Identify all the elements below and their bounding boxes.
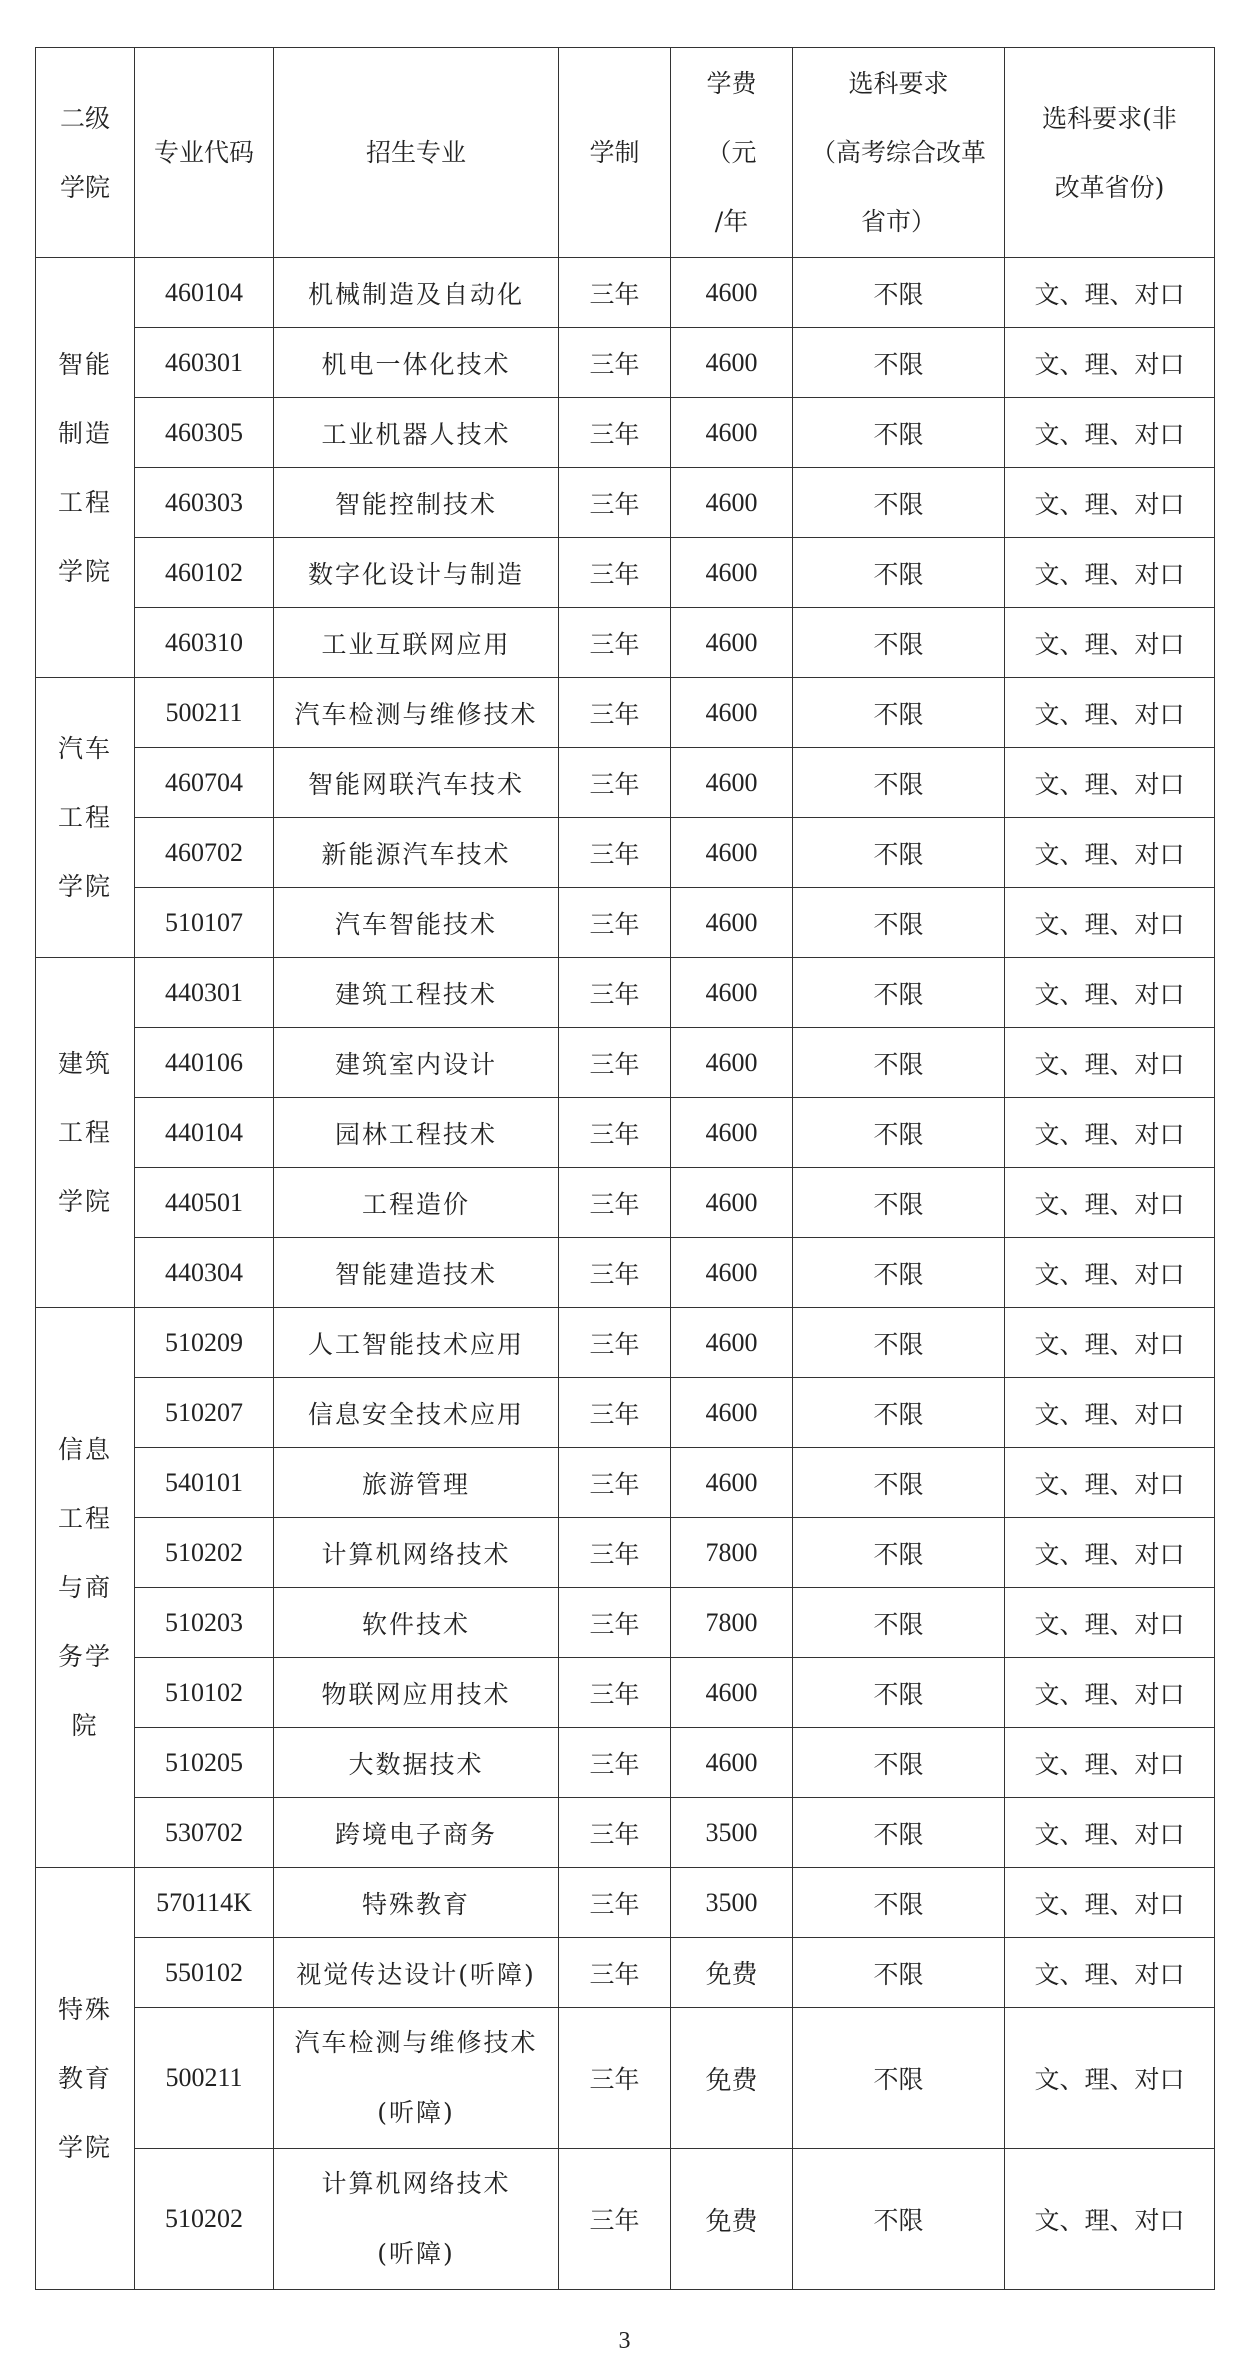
duration-cell: 三年 <box>559 328 671 398</box>
table-row <box>36 1518 1215 1588</box>
cell-text-line: 学费 <box>706 69 757 98</box>
subject-req-reform-cell: 不限 <box>793 608 1005 678</box>
major-code-cell: 540101 <box>135 1448 274 1518</box>
major-name-cell: 智能建造技术 <box>274 1238 559 1308</box>
major-code-cell: 510207 <box>135 1378 274 1448</box>
subject-req-reform-cell: 不限 <box>793 818 1005 888</box>
cell-text-line: 智能 <box>57 349 112 379</box>
subject-req-nonreform-cell: 文、理、对口 <box>1005 1868 1215 1938</box>
duration-cell: 三年 <box>559 1728 671 1798</box>
subject-req-nonreform-cell: 文、理、对口 <box>1005 1098 1215 1168</box>
cell-text-line: 与商 <box>57 1573 112 1602</box>
subject-req-reform-cell: 不限 <box>793 398 1005 468</box>
cell-text-line: (听障) <box>377 2098 455 2127</box>
major-name-cell: 机械制造及自动化 <box>274 258 559 328</box>
major-name-cell: 工程造价 <box>274 1168 559 1238</box>
table-row <box>36 258 1215 328</box>
cell-text-line: 学院 <box>57 2133 112 2162</box>
major-name-cell: 旅游管理 <box>274 1448 559 1518</box>
subject-req-nonreform-cell: 文、理、对口 <box>1005 398 1215 468</box>
cell-text-line: 汽车检测与维修技术 <box>294 2028 538 2057</box>
subject-req-reform-cell: 不限 <box>793 888 1005 958</box>
table-row <box>36 608 1215 678</box>
duration-cell: 三年 <box>559 608 671 678</box>
tuition-fee-cell: 4600 <box>671 1378 793 1448</box>
major-name-cell: 人工智能技术应用 <box>274 1308 559 1378</box>
major-name-cell: 软件技术 <box>274 1588 559 1658</box>
table-row <box>36 468 1215 538</box>
subject-req-nonreform-cell: 文、理、对口 <box>1005 328 1215 398</box>
major-name-cell: 大数据技术 <box>274 1728 559 1798</box>
subject-req-reform-cell: 不限 <box>793 748 1005 818</box>
major-code-cell: 570114K <box>135 1868 274 1938</box>
college-cell <box>36 258 135 678</box>
tuition-fee-cell: 4600 <box>671 1308 793 1378</box>
tuition-fee-cell: 免费 <box>671 2008 793 2149</box>
subject-req-nonreform-cell: 文、理、对口 <box>1005 538 1215 608</box>
table-row <box>36 1378 1215 1448</box>
cell-text-line: 学院 <box>57 1187 112 1216</box>
subject-req-reform-cell: 不限 <box>793 1588 1005 1658</box>
subject-req-reform-cell: 不限 <box>793 1868 1005 1938</box>
header-fee <box>671 48 793 258</box>
major-code-cell: 530702 <box>135 1798 274 1868</box>
duration-cell: 三年 <box>559 1308 671 1378</box>
subject-req-nonreform-cell: 文、理、对口 <box>1005 1658 1215 1728</box>
cell-text-line: 省市） <box>860 207 936 236</box>
major-name-cell: 工业互联网应用 <box>274 608 559 678</box>
subject-req-reform-cell: 不限 <box>793 1028 1005 1098</box>
major-code-cell: 460104 <box>135 258 274 328</box>
subject-req-reform-cell: 不限 <box>793 1308 1005 1378</box>
table-row <box>36 1588 1215 1658</box>
duration-cell: 三年 <box>559 748 671 818</box>
cell-text-line: 建筑 <box>57 1049 112 1078</box>
subject-req-nonreform-cell: 文、理、对口 <box>1005 1238 1215 1308</box>
tuition-fee-cell: 7800 <box>671 1588 793 1658</box>
table-row <box>36 1238 1215 1308</box>
subject-req-reform-cell: 不限 <box>793 958 1005 1028</box>
subject-req-nonreform-cell: 文、理、对口 <box>1005 1448 1215 1518</box>
table-row <box>36 1798 1215 1868</box>
header-duration: 学制 <box>559 48 671 258</box>
cell-text-line: 院 <box>71 1711 99 1740</box>
duration-cell: 三年 <box>559 1378 671 1448</box>
major-code-cell: 460305 <box>135 398 274 468</box>
tuition-fee-cell: 4600 <box>671 818 793 888</box>
subject-req-nonreform-cell: 文、理、对口 <box>1005 818 1215 888</box>
cell-text-line: 教育 <box>57 2064 112 2093</box>
cell-text-line: /年 <box>714 207 749 236</box>
major-name-cell: 视觉传达设计(听障) <box>274 1938 559 2008</box>
cell-text-line: 学院 <box>57 556 112 586</box>
duration-cell: 三年 <box>559 258 671 328</box>
duration-cell: 三年 <box>559 1028 671 1098</box>
cell-text-line: 信息 <box>57 1435 112 1464</box>
subject-req-reform-cell: 不限 <box>793 1798 1005 1868</box>
tuition-fee-cell: 4600 <box>671 958 793 1028</box>
tuition-fee-cell: 4600 <box>671 1238 793 1308</box>
duration-cell: 三年 <box>559 468 671 538</box>
major-code-cell: 440106 <box>135 1028 274 1098</box>
subject-req-reform-cell: 不限 <box>793 2008 1005 2149</box>
tuition-fee-cell: 4600 <box>671 1728 793 1798</box>
subject-req-nonreform-cell: 文、理、对口 <box>1005 608 1215 678</box>
subject-req-nonreform-cell: 文、理、对口 <box>1005 1168 1215 1238</box>
major-name-cell: 新能源汽车技术 <box>274 818 559 888</box>
subject-req-reform-cell: 不限 <box>793 1518 1005 1588</box>
major-code-cell: 510209 <box>135 1308 274 1378</box>
subject-req-nonreform-cell: 文、理、对口 <box>1005 1798 1215 1868</box>
table-row <box>36 1168 1215 1238</box>
cell-text-line: 选科要求 <box>848 69 949 98</box>
table-row <box>36 888 1215 958</box>
duration-cell: 三年 <box>559 538 671 608</box>
table-row <box>36 328 1215 398</box>
subject-req-reform-cell: 不限 <box>793 1938 1005 2008</box>
duration-cell: 三年 <box>559 1448 671 1518</box>
major-name-cell: 建筑工程技术 <box>274 958 559 1028</box>
major-name-cell: 汽车检测与维修技术 <box>274 678 559 748</box>
table-row <box>36 1028 1215 1098</box>
table-row <box>36 1098 1215 1168</box>
subject-req-nonreform-cell: 文、理、对口 <box>1005 748 1215 818</box>
subject-req-reform-cell: 不限 <box>793 328 1005 398</box>
cell-text-line: 制造 <box>57 418 112 448</box>
table-row <box>36 1658 1215 1728</box>
subject-req-nonreform-cell: 文、理、对口 <box>1005 888 1215 958</box>
major-code-cell: 460704 <box>135 748 274 818</box>
cell-text-line: 工程 <box>57 803 112 832</box>
header-code <box>135 48 274 258</box>
major-code-cell: 510102 <box>135 1658 274 1728</box>
subject-req-reform-cell: 不限 <box>793 2149 1005 2290</box>
table-row <box>36 2008 1215 2149</box>
subject-req-reform-cell: 不限 <box>793 468 1005 538</box>
subject-req-nonreform-cell: 文、理、对口 <box>1005 1308 1215 1378</box>
table-row <box>36 678 1215 748</box>
tuition-fee-cell: 4600 <box>671 1448 793 1518</box>
table-row <box>36 818 1215 888</box>
major-code-cell: 510202 <box>135 2149 274 2290</box>
duration-cell: 三年 <box>559 1238 671 1308</box>
cell-text-line: 专业代码 <box>153 138 254 167</box>
cell-text-line: 特殊 <box>57 1995 112 2024</box>
table-row <box>36 2149 1215 2290</box>
major-name-cell: 智能控制技术 <box>274 468 559 538</box>
subject-req-reform-cell: 不限 <box>793 538 1005 608</box>
duration-cell: 三年 <box>559 678 671 748</box>
table-row <box>36 538 1215 608</box>
major-name-cell <box>274 2008 559 2149</box>
tuition-fee-cell: 4600 <box>671 258 793 328</box>
major-name-cell: 数字化设计与制造 <box>274 538 559 608</box>
major-code-cell: 460303 <box>135 468 274 538</box>
major-code-cell: 460301 <box>135 328 274 398</box>
major-code-cell: 510205 <box>135 1728 274 1798</box>
duration-cell: 三年 <box>559 1868 671 1938</box>
major-code-cell: 500211 <box>135 678 274 748</box>
tuition-fee-cell: 3500 <box>671 1798 793 1868</box>
major-code-cell: 440301 <box>135 958 274 1028</box>
major-name-cell: 汽车智能技术 <box>274 888 559 958</box>
cell-text-line: 改革省份) <box>1054 172 1165 202</box>
table-row <box>36 1728 1215 1798</box>
major-code-cell: 440304 <box>135 1238 274 1308</box>
cell-text-line: （高考综合改革 <box>810 138 986 167</box>
table-row <box>36 398 1215 468</box>
cell-text-line: （元 <box>706 138 757 167</box>
subject-req-nonreform-cell: 文、理、对口 <box>1005 1028 1215 1098</box>
subject-req-reform-cell: 不限 <box>793 1658 1005 1728</box>
major-code-cell: 510107 <box>135 888 274 958</box>
subject-req-nonreform-cell: 文、理、对口 <box>1005 258 1215 328</box>
tuition-fee-cell: 免费 <box>671 1938 793 2008</box>
subject-req-reform-cell: 不限 <box>793 258 1005 328</box>
major-name-cell: 计算机网络技术 <box>274 1518 559 1588</box>
college-cell <box>36 1868 135 2290</box>
major-code-cell: 550102 <box>135 1938 274 2008</box>
table-row <box>36 1448 1215 1518</box>
tuition-fee-cell: 4600 <box>671 1658 793 1728</box>
page-number: 3 <box>618 2328 631 2354</box>
tuition-fee-cell: 4600 <box>671 468 793 538</box>
tuition-fee-cell: 4600 <box>671 398 793 468</box>
cell-text-line: 工程 <box>57 1118 112 1147</box>
duration-cell: 三年 <box>559 1518 671 1588</box>
subject-req-nonreform-cell: 文、理、对口 <box>1005 1728 1215 1798</box>
major-code-cell: 510202 <box>135 1518 274 1588</box>
tuition-fee-cell: 4600 <box>671 1098 793 1168</box>
college-cell <box>36 1308 135 1868</box>
duration-cell: 三年 <box>559 888 671 958</box>
duration-cell: 三年 <box>559 2149 671 2290</box>
subject-req-nonreform-cell: 文、理、对口 <box>1005 958 1215 1028</box>
duration-cell: 三年 <box>559 1588 671 1658</box>
cell-text-line: 工程 <box>57 1504 112 1533</box>
major-name-cell: 园林工程技术 <box>274 1098 559 1168</box>
college-cell <box>36 678 135 958</box>
table-row <box>36 958 1215 1028</box>
header-row <box>36 48 1215 258</box>
tuition-fee-cell: 免费 <box>671 2149 793 2290</box>
header-subject-req-reform <box>793 48 1005 258</box>
duration-cell: 三年 <box>559 1168 671 1238</box>
major-name-cell: 跨境电子商务 <box>274 1798 559 1868</box>
tuition-fee-cell: 3500 <box>671 1868 793 1938</box>
table-row <box>36 1868 1215 1938</box>
cell-text-line: 务学 <box>57 1642 112 1671</box>
cell-text-line: 学院 <box>59 172 110 202</box>
duration-cell: 三年 <box>559 958 671 1028</box>
tuition-fee-cell: 4600 <box>671 328 793 398</box>
cell-text-line: (听障) <box>377 2239 455 2268</box>
tuition-fee-cell: 4600 <box>671 678 793 748</box>
tuition-fee-cell: 7800 <box>671 1518 793 1588</box>
header-subject-req-nonreform <box>1005 48 1215 258</box>
cell-text-line: 学院 <box>57 872 112 901</box>
duration-cell: 三年 <box>559 2008 671 2149</box>
header-major: 招生专业 <box>274 48 559 258</box>
admission-majors-table <box>35 47 1215 2290</box>
major-name-cell: 智能网联汽车技术 <box>274 748 559 818</box>
duration-cell: 三年 <box>559 1798 671 1868</box>
major-name-cell: 特殊教育 <box>274 1868 559 1938</box>
subject-req-reform-cell: 不限 <box>793 1238 1005 1308</box>
subject-req-reform-cell: 不限 <box>793 1098 1005 1168</box>
cell-text-line: 选科要求(非 <box>1042 103 1177 133</box>
subject-req-reform-cell: 不限 <box>793 1728 1005 1798</box>
subject-req-nonreform-cell: 文、理、对口 <box>1005 1518 1215 1588</box>
major-name-cell: 工业机器人技术 <box>274 398 559 468</box>
subject-req-nonreform-cell: 文、理、对口 <box>1005 1588 1215 1658</box>
major-name-cell: 物联网应用技术 <box>274 1658 559 1728</box>
major-code-cell: 460102 <box>135 538 274 608</box>
subject-req-reform-cell: 不限 <box>793 1378 1005 1448</box>
major-code-cell: 460310 <box>135 608 274 678</box>
duration-cell: 三年 <box>559 1658 671 1728</box>
subject-req-reform-cell: 不限 <box>793 1168 1005 1238</box>
tuition-fee-cell: 4600 <box>671 888 793 958</box>
cell-text-line: 汽车 <box>57 734 112 763</box>
tuition-fee-cell: 4600 <box>671 1028 793 1098</box>
cell-text-line: 工程 <box>57 487 112 517</box>
header-college <box>36 48 135 258</box>
table-row <box>36 1308 1215 1378</box>
major-code-cell: 460702 <box>135 818 274 888</box>
subject-req-nonreform-cell: 文、理、对口 <box>1005 1378 1215 1448</box>
college-cell <box>36 958 135 1308</box>
cell-text-line: 计算机网络技术 <box>321 2169 511 2198</box>
tuition-fee-cell: 4600 <box>671 748 793 818</box>
cell-text-line: 二级 <box>59 103 110 133</box>
major-code-cell: 500211 <box>135 2008 274 2149</box>
subject-req-reform-cell: 不限 <box>793 1448 1005 1518</box>
major-name-cell: 建筑室内设计 <box>274 1028 559 1098</box>
major-name-cell: 机电一体化技术 <box>274 328 559 398</box>
major-code-cell: 510203 <box>135 1588 274 1658</box>
subject-req-nonreform-cell: 文、理、对口 <box>1005 2149 1215 2290</box>
tuition-fee-cell: 4600 <box>671 538 793 608</box>
major-code-cell: 440501 <box>135 1168 274 1238</box>
tuition-fee-cell: 4600 <box>671 608 793 678</box>
subject-req-nonreform-cell: 文、理、对口 <box>1005 2008 1215 2149</box>
duration-cell: 三年 <box>559 398 671 468</box>
duration-cell: 三年 <box>559 1098 671 1168</box>
subject-req-nonreform-cell: 文、理、对口 <box>1005 1938 1215 2008</box>
tuition-fee-cell: 4600 <box>671 1168 793 1238</box>
subject-req-nonreform-cell: 文、理、对口 <box>1005 468 1215 538</box>
table-row <box>36 748 1215 818</box>
duration-cell: 三年 <box>559 818 671 888</box>
major-name-cell: 信息安全技术应用 <box>274 1378 559 1448</box>
major-name-cell <box>274 2149 559 2290</box>
table-row <box>36 1938 1215 2008</box>
subject-req-reform-cell: 不限 <box>793 678 1005 748</box>
major-code-cell: 440104 <box>135 1098 274 1168</box>
subject-req-nonreform-cell: 文、理、对口 <box>1005 678 1215 748</box>
duration-cell: 三年 <box>559 1938 671 2008</box>
